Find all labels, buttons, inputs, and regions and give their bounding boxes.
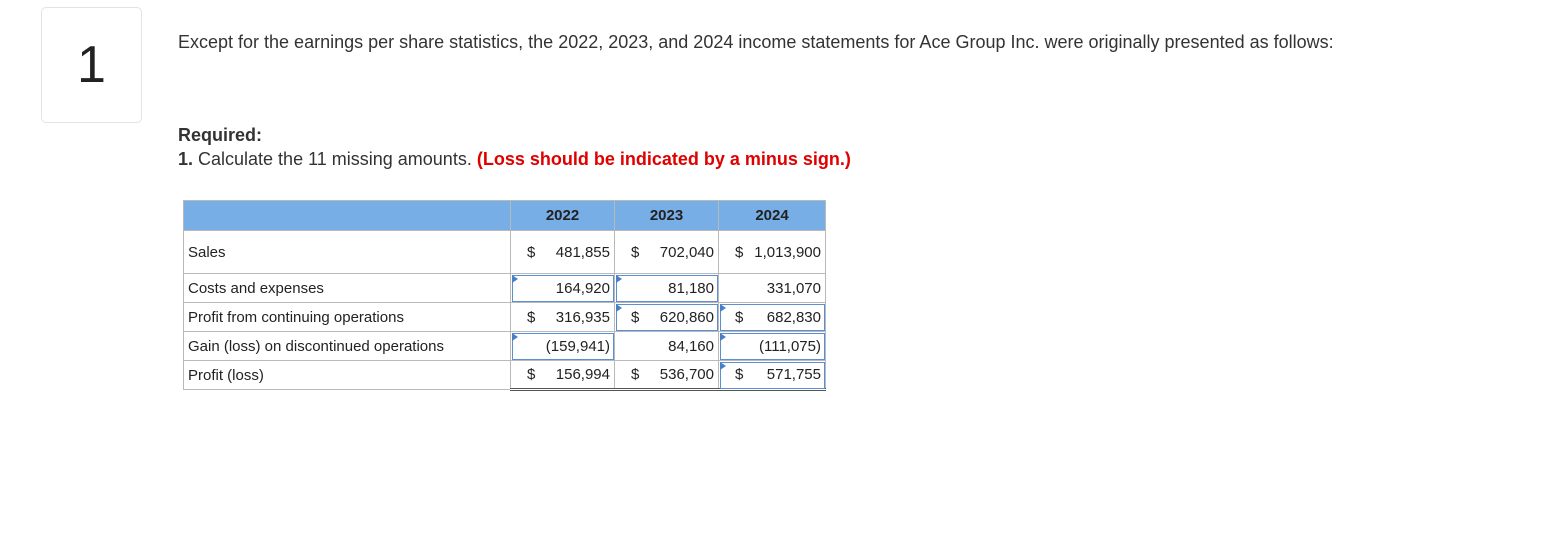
required-section xyxy=(178,123,851,171)
required-number: 1. xyxy=(178,149,194,169)
amount-input-cell[interactable] xyxy=(719,332,826,361)
header-label-cell xyxy=(184,201,511,231)
currency-symbol: $ xyxy=(631,366,640,383)
amount-value: 620,860 xyxy=(659,308,714,326)
header-2022: 2022 xyxy=(511,201,615,231)
amount-value: 481,855 xyxy=(555,243,610,261)
amount-input-cell[interactable] xyxy=(719,303,826,332)
amount-cell xyxy=(511,303,615,332)
amount-input-cell[interactable] xyxy=(719,361,826,390)
income-statement-table xyxy=(183,200,826,391)
amount-value: 84,160 xyxy=(668,337,714,355)
amount-cell xyxy=(511,361,615,390)
currency-symbol: $ xyxy=(735,308,744,326)
table-header-row xyxy=(184,201,826,231)
amount-value: 1,013,900 xyxy=(754,243,821,261)
amount-value: 682,830 xyxy=(766,308,821,326)
table-row xyxy=(184,231,826,274)
amount-value: 331,070 xyxy=(766,279,821,297)
table-row xyxy=(184,303,826,332)
row-label: Profit (loss) xyxy=(184,361,511,390)
required-note: (Loss should be indicated by a minus sign.) xyxy=(476,149,851,169)
row-label: Gain (loss) on discontinued operations xyxy=(184,332,511,361)
header-2023: 2023 xyxy=(615,201,719,231)
amount-input-cell[interactable] xyxy=(511,274,615,303)
required-text: Calculate the 11 missing amounts. xyxy=(193,149,477,169)
row-label: Profit from continuing operations xyxy=(184,303,511,332)
amount-value: 316,935 xyxy=(555,308,610,326)
amount-value: 164,920 xyxy=(555,279,610,297)
required-title: Required: xyxy=(178,125,263,145)
amount-cell xyxy=(511,231,615,274)
amount-input-cell[interactable] xyxy=(615,303,719,332)
table-row xyxy=(184,361,826,390)
amount-cell xyxy=(719,274,826,303)
question-prompt: Except for the earnings per share statistics, the 2022, 2023, and 2024 income statements for Ace Group Inc. were originally presented as follows: xyxy=(178,32,1334,52)
currency-symbol: $ xyxy=(631,243,640,261)
row-label: Sales xyxy=(184,231,511,274)
amount-input-cell[interactable] xyxy=(615,274,719,303)
amount-value: 571,755 xyxy=(766,366,821,383)
amount-value: (111,075) xyxy=(759,337,821,355)
currency-symbol: $ xyxy=(527,366,536,383)
amount-value: 81,180 xyxy=(668,279,714,297)
question-number: 1 xyxy=(77,36,106,94)
currency-symbol: $ xyxy=(527,243,536,261)
amount-input-cell[interactable] xyxy=(511,332,615,361)
amount-cell xyxy=(615,231,719,274)
table-row xyxy=(184,274,826,303)
currency-symbol: $ xyxy=(631,308,640,326)
amount-value: 702,040 xyxy=(659,243,714,261)
currency-symbol: $ xyxy=(527,308,536,326)
currency-symbol: $ xyxy=(735,243,744,261)
amount-cell xyxy=(719,231,826,274)
currency-symbol: $ xyxy=(735,366,744,383)
header-2024: 2024 xyxy=(719,201,826,231)
question-number-box xyxy=(41,7,142,123)
amount-cell xyxy=(615,332,719,361)
amount-value: 536,700 xyxy=(659,366,714,383)
amount-value: 156,994 xyxy=(555,366,610,383)
table-row xyxy=(184,332,826,361)
row-label: Costs and expenses xyxy=(184,274,511,303)
amount-value: (159,941) xyxy=(545,337,610,355)
amount-cell xyxy=(615,361,719,390)
